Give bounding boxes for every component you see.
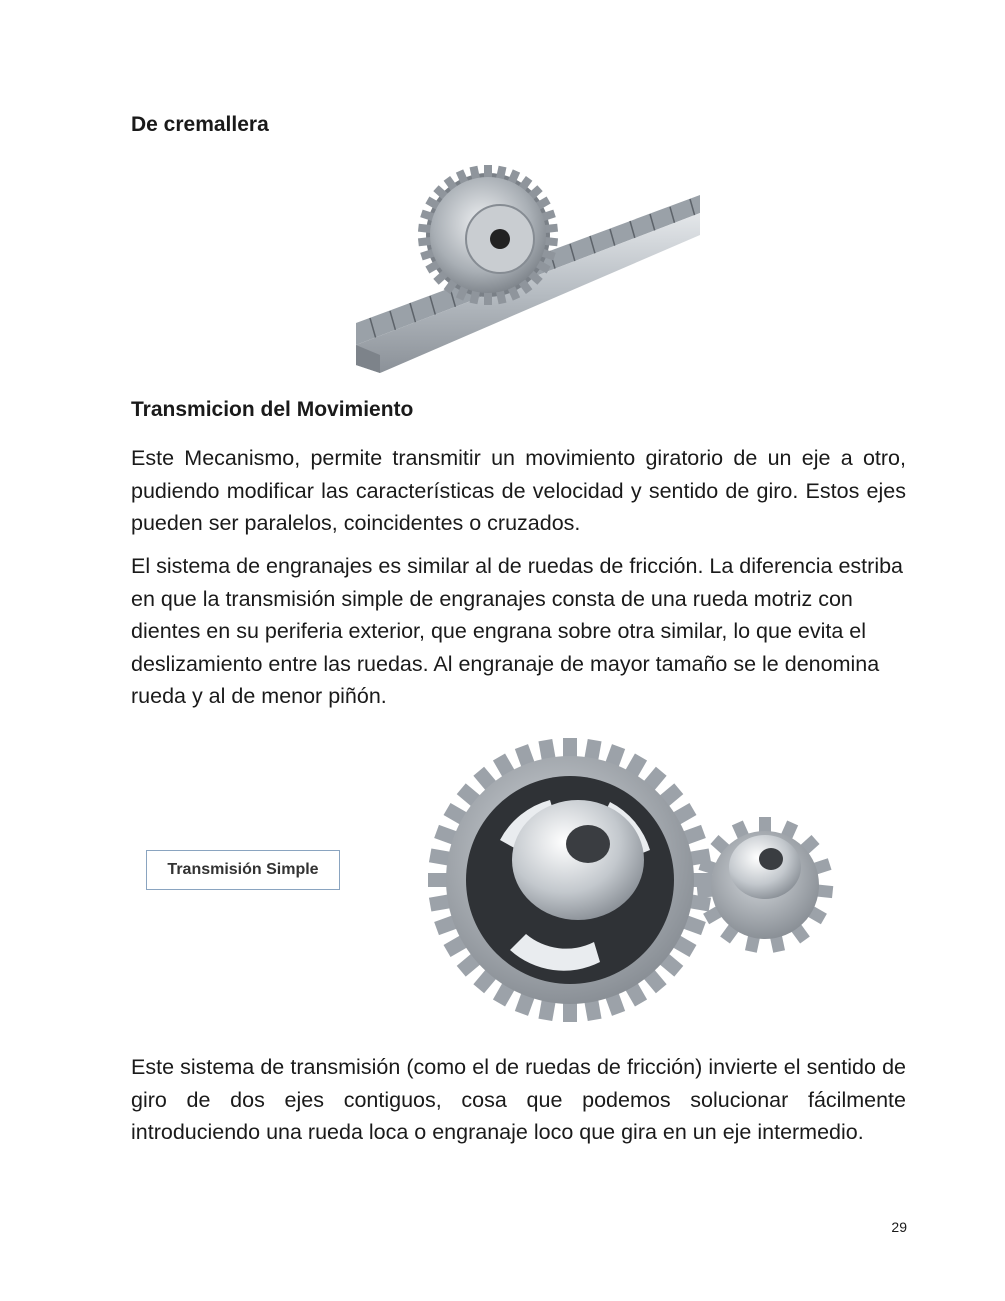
paragraph-transmission-intro: Este Mecanismo, permite transmitir un movimiento giratorio de un eje a otro, pudiendo modificar las características de velocidad y sentido de giro. Estos ejes pueden ser paralelos, coincidentes o cruzados.	[131, 446, 906, 535]
figure-caption: Transmisión Simple	[146, 850, 340, 890]
section-title-rack: De cremallera	[131, 113, 269, 136]
paragraph-gear-system: El sistema de engranajes es similar al de ruedas de fricción. La diferencia estriba en que la transmisión simple de engranajes consta de una rueda motriz con dientes en su periferia exterior, que engrana sobre otra similar, lo que evita el deslizamiento entre las ruedas. Al engranaje de mayor tamaño se le denomina rueda y al de menor piñón.	[131, 554, 904, 708]
section-title-transmission: Transmicion del Movimiento	[131, 398, 414, 421]
rack-and-pinion-image	[350, 155, 705, 375]
simple-transmission-gears-image	[420, 735, 850, 1030]
page-number: 29	[891, 1219, 907, 1235]
paragraph-direction-inversion: Este sistema de transmisión (como el de ruedas de fricción) invierte el sentido de giro de dos ejes contiguos, cosa que podemos solucionar fácilmente introduciendo una rueda loca o engranaje loco que gira en un eje intermedio.	[131, 1055, 906, 1144]
